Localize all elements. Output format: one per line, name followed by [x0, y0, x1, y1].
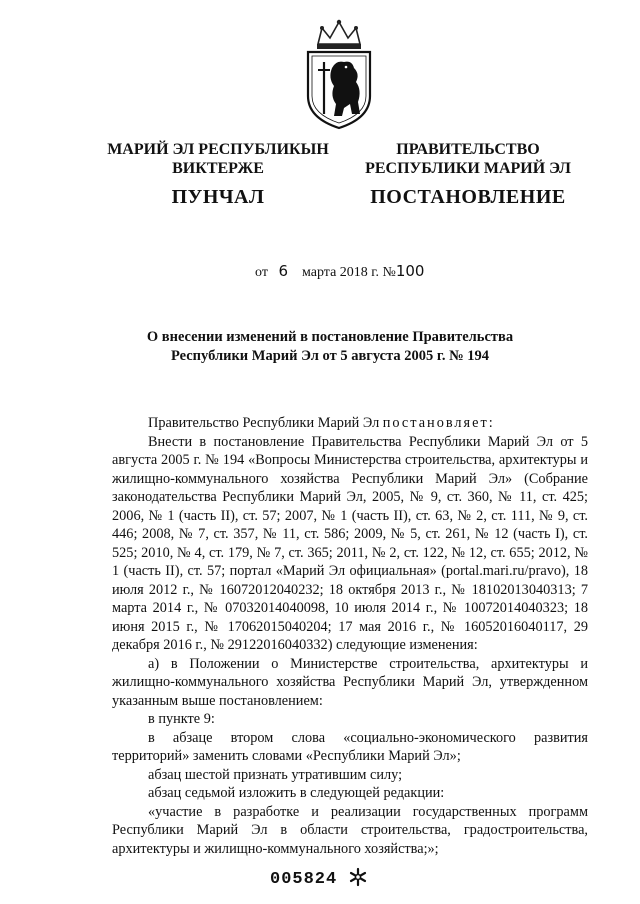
- serial-number: 005824: [270, 870, 338, 889]
- date-month-year: марта 2018 г. №: [301, 265, 396, 280]
- paragraph-1: Внести в постановление Правительства Республики Марий Эл от 5 августа 2005 г. № 194 «Вопросы Министерства строительства, архитектуры и жилищно-коммунального хозяйства Республики Марий Эл» (Собрание законодательства Республики Марий Эл, 2005, № 9, ст. 360, № 11, ст. 425; 2006, № 1 (часть II), ст. 57; 2007, № 1 (часть II), ст. 63, № 2, ст. 111, № 9, ст. 446; 2008, № 7, ст. 357, № 11, ст. 586; 2009, № 5, ст. 261, № 12 (часть I), ст. 525; 2010, № 4, ст. 179, № 7, ст. 365; 2011, № 2, ст. 122, № 12, ст. 655; 2012, № 1 (часть II), ст. 57; портал «Марий Эл официальная» (portal.mari.ru/pravo), 18 июля 2012 г., № 16072012040232; 18 октября 2013 г., № 18102013040313; 7 марта 2014 г., № 07032014040098, 10 июля 2014 г., № 10072014040323; 18 июня 2015 г., № 17062015040204; 17 мая 2016 г., № 16052016040117, 29 декабря 2016 г., № 29122016040332) следующие изменения:: [112, 433, 588, 653]
- date-day: 6: [278, 262, 288, 280]
- header-left: [98, 140, 338, 207]
- paragraph-0-start: Правительство Республики Марий Эл: [148, 415, 380, 431]
- paragraph-6: абзац седьмой изложить в следующей редакции:: [148, 785, 445, 801]
- coat-of-arms-icon: [300, 18, 378, 130]
- date-prefix: от: [255, 265, 268, 280]
- title-line1: О внесении изменений в постановление Правительства: [146, 329, 514, 345]
- header-right-line2: РЕСПУБЛИКИ МАРИЙ ЭЛ: [365, 160, 571, 177]
- paragraph-7: «участие в разработке и реализации государственных программ Республики Марий Эл в области строительства, градостроительства, архитектуры и жилищно-коммунального хозяйства;»;: [112, 803, 588, 857]
- date-line: [255, 262, 424, 281]
- paragraph-0-decree-word: постановляет:: [382, 415, 495, 431]
- paragraph-4: в абзаце втором слова «социально-экономического развития территорий» заменить словами «Республики Марий Эл»;: [112, 729, 588, 764]
- asterisk-icon: [347, 866, 369, 888]
- paragraph-0: [112, 414, 588, 433]
- header-right-line1: ПРАВИТЕЛЬСТВО: [396, 141, 540, 158]
- title-line2: Республики Марий Эл от 5 августа 2005 г. № 194: [170, 348, 490, 364]
- header-right: [358, 140, 578, 207]
- paragraph-2: а) в Положении о Министерстве строительства, архитектуры и жилищно-коммунального хозяйства Республики Марий Эл, утвержденном указанным выше постановлением:: [112, 655, 588, 709]
- document-body: [112, 414, 588, 858]
- paragraph-3: в пункте 9:: [148, 711, 215, 727]
- header-right-title: ПОСТАНОВЛЕНИЕ: [370, 186, 566, 208]
- header-left-line1: МАРИЙ ЭЛ РЕСПУБЛИКЫН: [107, 141, 329, 158]
- header-left-line2: ВИКТЕРЖЕ: [172, 160, 264, 177]
- document-number: 100: [395, 262, 425, 280]
- paragraph-5: абзац шестой признать утратившим силу;: [148, 766, 403, 783]
- header-left-title: ПУНЧАЛ: [171, 186, 265, 208]
- document-title: [110, 328, 550, 366]
